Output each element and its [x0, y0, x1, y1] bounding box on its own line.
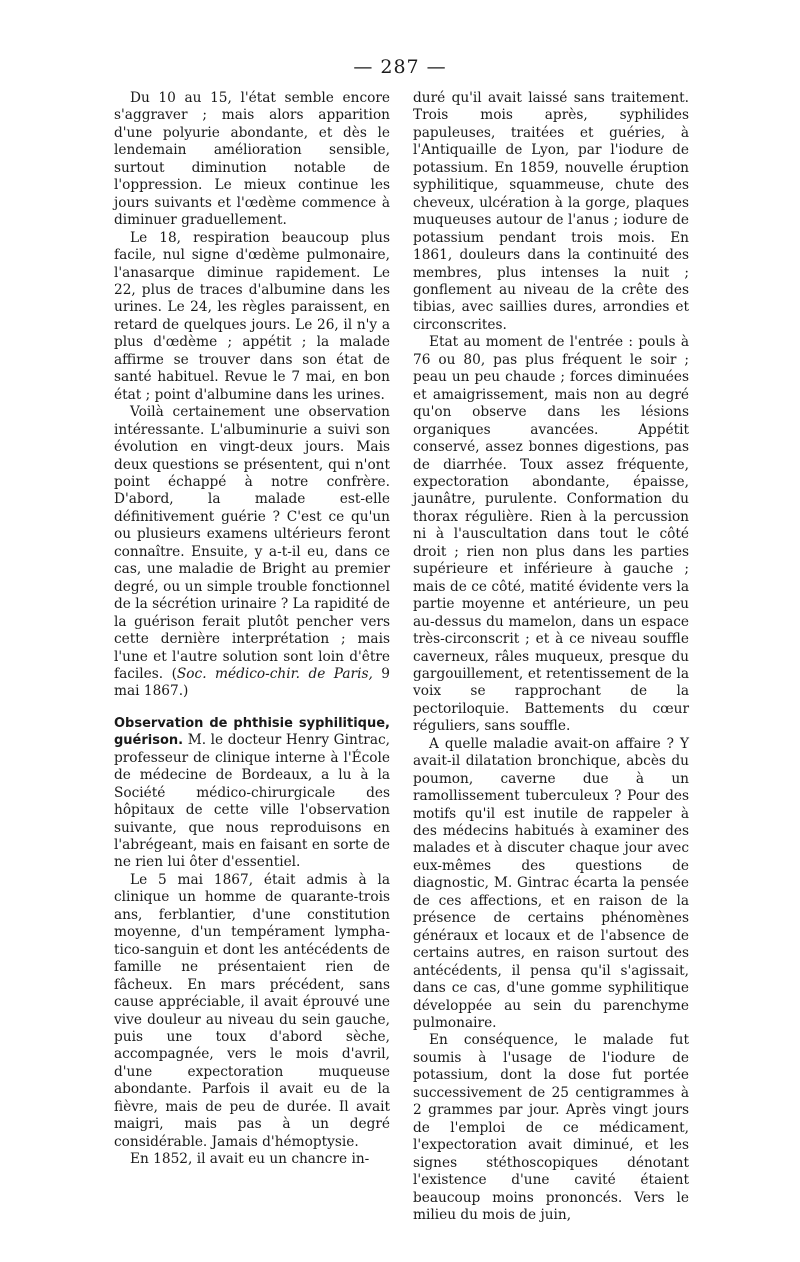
observation-intro — [114, 715, 390, 872]
paragraph-treatment: En conséquence, le malade fut soumis à l'usage de l'iodure de potassium, dont la dose fut portée successivement de 25 centigrammes à 2 grammes par jour. Après vingt jours de l'emploi de ce médicament, l'expectoration avait diminué, et les signes stéthoscopiques dénotant l'existence d'une cavité étaient beaucoup moins prononcés. Vers le milieu du mois de juin, — [413, 1032, 689, 1223]
right-column — [413, 90, 689, 1224]
page-number: — 287 — — [353, 56, 447, 78]
commentary-text: Voilà certainement une observation intéressante. L'albuminurie a suivi son évolution en vingt-deux jours. Mais deux questions se présentent, qui n'ont point échappé à notre confrère. D'abord, la malade est-elle définitivement guérie ? C'est ce qu'un ou plusieurs examens ultérieurs feront connaître. Ensuite, y a-t-il eu, dans ce cas, une maladie de Bright au premier degré, ou un simple trouble fonctionnel de la sécrétion urinaire ? La rapidité de la guérison ferait plutôt pencher vers cette dernière interprétation ; mais l'une et l'autre solution sont loin d'être faciles. ( — [114, 404, 390, 682]
paragraph-recovery-timeline: Le 18, respiration beaucoup plus facile, nul signe d'œdème pulmonaire, l'anasarque diminue rapidement. Le 22, plus de traces d'albumine dans les urines. Le 24, les règles paraissent, en retard de quelques jours. Le 26, il n'y a plus d'œdème ; appétit ; la malade affirme se trouver dans son état de santé habituel. Revue le 7 mai, en bon état ; point d'albumine dans les urines. — [114, 229, 390, 403]
section-heading: Observation de phthisie syphilitique, guérison. — [114, 715, 390, 749]
paragraph-commentary — [114, 404, 390, 701]
paragraph-diagnosis: A quelle maladie avait-on affaire ? Y avait-il dilatation bronchique, abcès du poumon, caverne due à un ramollissement tuberculeux ? Pour des motifs qu'il est inutile de rappeler à des médecins habitués à examiner des malades et à discuter chaque jour avec eux-mêmes des questions de diagnostic, M. Gintrac écarta la pensée de ces affections, et en raison de la présence de certains phénomènes généraux et locaux et de l'absence de certains autres, en raison surtout des antécédents, il pensa qu'il s'agissait, dans ce cas, d'une gomme syphilitique développée au sein du parenchyme pulmonaire. — [413, 735, 689, 1032]
paragraph-history-start: En 1852, il avait eu un chancre in- — [130, 1151, 370, 1168]
source-citation: Soc. médico-chir. de Paris, — [176, 665, 373, 682]
left-column — [114, 90, 390, 1169]
intro-text: M. le docteur Henry Gintrac, professeur de clinique interne à l'École de médecine de Bordeaux, a lu à la Société médico-chirurgicale des hôpitaux de cette ville l'observation suivante, que nous reproduisons en l'abrégeant, mais en faisant en sorte de ne rien lui ôter d'essentiel. — [114, 732, 390, 871]
paragraph-history-continued: duré qu'il avait laissé sans traitement. Trois mois après, syphilides papuleuses, traitées et guéries, à l'Antiquaille de Lyon, par l'iodure de potassium. En 1859, nouvelle éruption syphilitique, squammeuse, chute des cheveux, ulcération à la gorge, plaques muqueuses autour de l'anus ; iodure de potassium pendant trois mois. En 1861, douleurs dans la continuité des membres, plus intenses la nuit ; gonflement au niveau de la crête des tibias, avec saillies dures, arrondies et circonscrites. — [413, 90, 689, 333]
paragraph-state-worsens: Du 10 au 15, l'état semble encore s'aggraver ; mais alors apparition d'une polyurie abondante, et dès le lendemain amélioration sensible, surtout diminution notable de l'oppression. Le mieux continue les jours suivants et l'œdème commence à diminuer graduellement. — [114, 90, 390, 229]
paragraph-patient-admission: Le 5 mai 1867, était admis à la clinique un homme de quarante-trois ans, ferblantier, d'une constitution moyenne, d'un tempérament lympha-tico-sanguin et dont les antécédents de famille ne présentaient rien de fâcheux. En mars précédent, sans cause appréciable, il avait éprouvé une vive douleur au niveau du sein gauche, puis une toux d'abord sèche, accompagnée, vers le mois d'avril, d'une expectoration muqueuse abondante. Parfois il avait eu de la fièvre, mais de peu de durée. Il avait maigri, mais pas à un degré considérable. Jamais d'hémoptysie. — [114, 871, 390, 1150]
source-date: 9 mai 1867.) — [114, 665, 390, 700]
paragraph-admission-state: Etat au moment de l'entrée : pouls à 76 ou 80, pas plus fréquent le soir ; peau un peu chaude ; forces diminuées et amaigrissement, mais non au degré qu'on observe dans les lésions organiques avancées. Appétit conservé, assez bonnes digestions, pas de diarrhée. Toux assez fréquente, expectoration abondante, épaisse, jaunâtre, purulente. Conformation du thorax régulière. Rien à la percussion ni à l'auscultation dans tout le côté droit ; rien non plus dans les parties supérieure et inférieure à gauche ; mais de ce côté, matité évidente vers la partie moyenne et antérieure, un peu au-dessus du mamelon, dans un espace très-circonscrit ; et à ce niveau souffle caverneux, râles muqueux, presque du gargouillement, et retentissement de la voix se rapprochant de la pectoriloquie. Battements du cœur réguliers, sans souffle. — [413, 334, 689, 735]
